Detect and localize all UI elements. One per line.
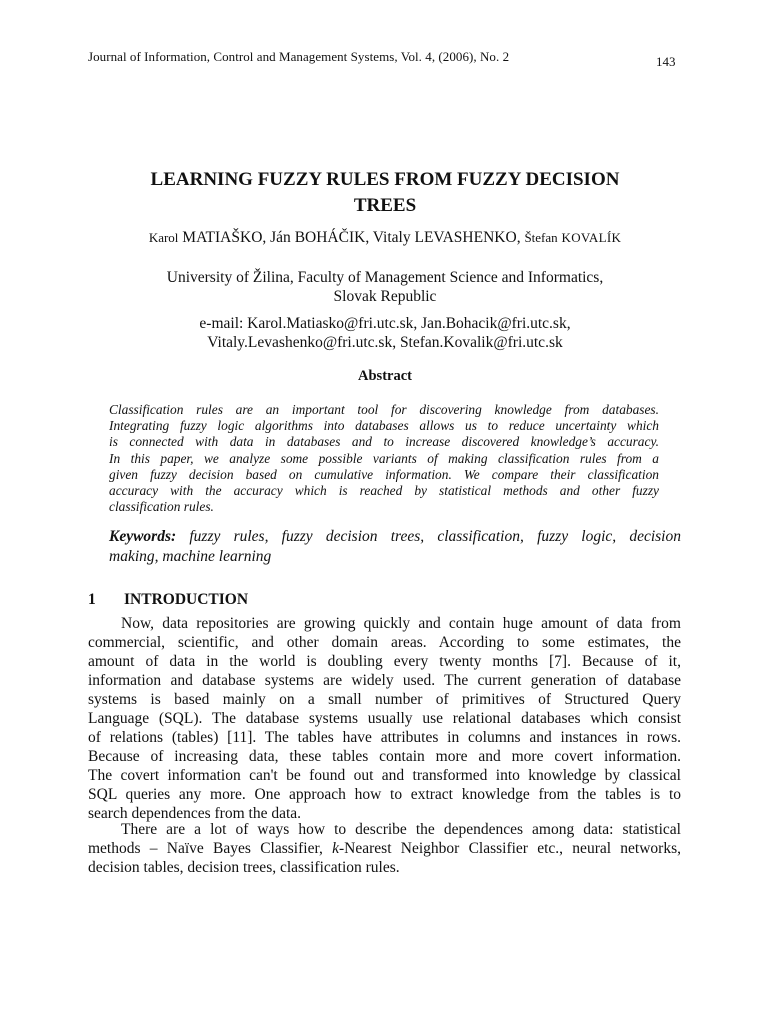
author-family-name: KOVALÍK: [561, 230, 622, 245]
body-line: of relations (tables) [11]. The tables have attributes in columns and instances in rows.: [88, 729, 681, 746]
author-given-name: Štefan: [524, 230, 558, 245]
abstract-line: classification rules.: [109, 499, 214, 515]
keywords-line-1: fuzzy rules, fuzzy decision trees, classification, fuzzy logic, decision: [189, 528, 681, 545]
title-line-2: TREES: [353, 195, 417, 216]
affiliation-line-1: University of Žilina, Faculty of Management Science and Informatics,: [166, 269, 604, 286]
body-line: amount of data in the world is doubling every twenty months [7]. Because of it,: [88, 653, 681, 670]
body-line: Language (SQL). The database systems usually use relational databases which consist: [88, 710, 681, 727]
author-list: Karol MATIAŠKO, Ján BOHÁČIK, Vitaly LEVASHENKO, Štefan KOVALÍK: [148, 229, 622, 246]
keywords-label: Keywords:: [109, 528, 177, 545]
body-line: [88, 839, 681, 858]
abstract-line: Classification rules are an important tool for discovering knowledge from databases.: [109, 402, 659, 417]
abstract-line: given fuzzy decision based on cumulative information. We compare their classification: [109, 466, 659, 482]
abstract-line: In this paper, we analyze some possible variants of making classification rules from a: [109, 450, 659, 466]
running-head: Journal of Information, Control and Management Systems, Vol. 4, (2006), No. 2: [88, 49, 510, 64]
section-heading: [88, 591, 248, 609]
affiliation: [80, 268, 690, 306]
body-text-fragment: -Nearest Neighbor Classifier etc., neural networks,: [339, 840, 681, 857]
body-line: commercial, scientific, and other domain areas. According to some estimates, the: [88, 634, 681, 651]
keywords-line-2: making, machine learning: [109, 548, 272, 565]
body-line: systems is based mainly on a small number of primitives of Structured Query: [88, 691, 681, 708]
email-line-1: e-mail: Karol.Matiasko@fri.utc.sk, Jan.Bohacik@fri.utc.sk,: [199, 315, 571, 332]
abstract-heading: Abstract: [358, 368, 412, 384]
paper-title: [80, 167, 690, 219]
author-given-name: Vitaly: [372, 229, 411, 246]
body-line: The covert information can't be found out and transformed into knowledge by classical: [88, 767, 681, 784]
abstract-line: Integrating fuzzy logic algorithms into databases allows us to reduce uncertainty which: [109, 418, 659, 434]
abstract-line: is connected with data in databases and to increase discovered knowledge’s accuracy.: [109, 434, 659, 450]
abstract-body: [109, 402, 659, 515]
body-text-fragment: methods – Naïve Bayes Classifier,: [88, 840, 333, 857]
italic-k: k: [332, 840, 340, 857]
body-line: Because of increasing data, these tables contain more and more covert information.: [88, 748, 681, 765]
email-addresses: [80, 314, 690, 352]
body-line: decision tables, decision trees, classification rules.: [88, 859, 400, 876]
body-line: search dependences from the data.: [88, 805, 302, 822]
title-line-1: LEARNING FUZZY RULES FROM FUZZY DECISION: [150, 169, 620, 190]
author-given-name: Karol: [148, 230, 179, 245]
page-number: 143: [656, 54, 676, 69]
abstract-line: accuracy with the accuracy which is reached by statistical methods and other fuzzy: [109, 483, 659, 499]
body-line: There are a lot of ways how to describe the dependences among data: statistical: [121, 821, 681, 838]
section-number: 1: [88, 591, 96, 608]
author-family-name: LEVASHENKO: [414, 229, 517, 246]
body-line: SQL queries any more. One approach how to extract knowledge from the tables is to: [88, 786, 681, 803]
introduction-paragraph-2: [88, 820, 681, 877]
author-family-name: BOHÁČIK: [294, 229, 366, 246]
affiliation-line-2: Slovak Republic: [333, 288, 437, 305]
email-line-2: Vitaly.Levashenko@fri.utc.sk, Stefan.Kovalik@fri.utc.sk: [207, 334, 563, 351]
section-title: INTRODUCTION: [124, 591, 249, 608]
body-line: information and database systems are widely used. The current generation of database: [88, 672, 681, 689]
introduction-paragraph-1: [88, 614, 681, 823]
body-line: Now, data repositories are growing quickly and contain huge amount of data from: [121, 615, 681, 632]
author-given-name: Ján: [270, 229, 291, 246]
keywords: [109, 527, 681, 567]
author-family-name: MATIAŠKO: [182, 229, 263, 246]
